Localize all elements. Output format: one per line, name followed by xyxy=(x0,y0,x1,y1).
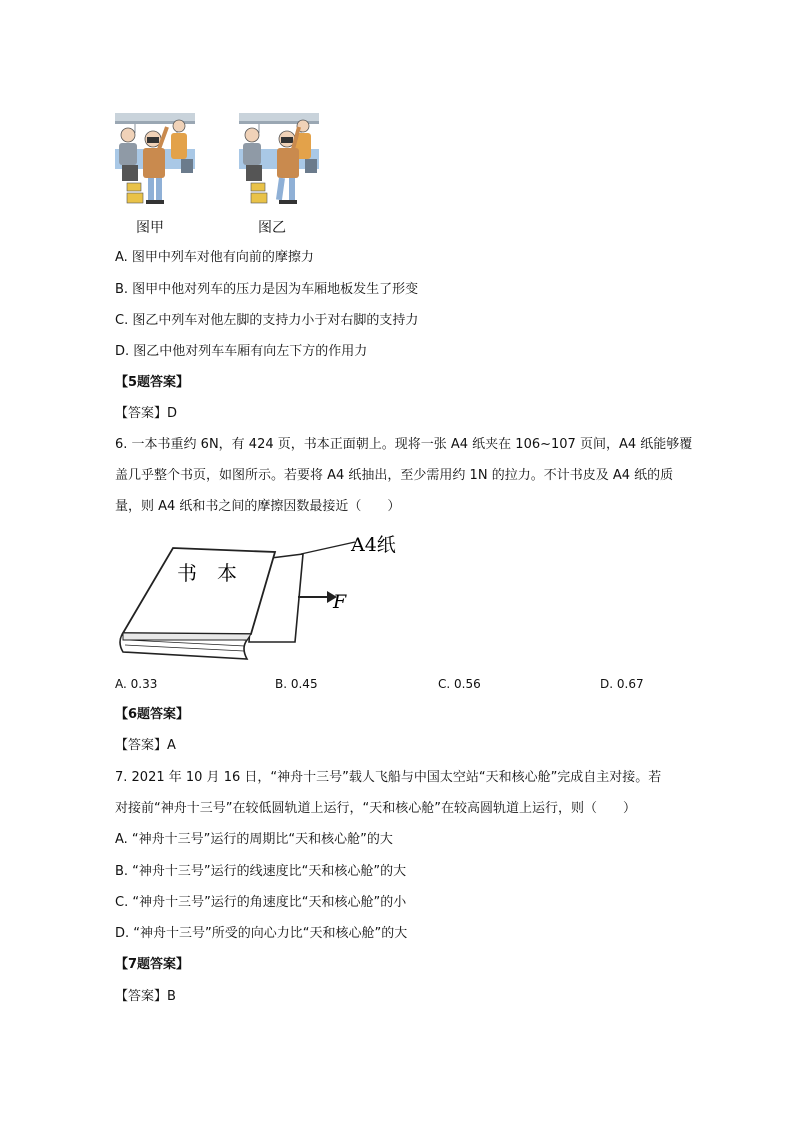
a4-paper-label: A4纸 xyxy=(351,534,396,556)
force-label: F xyxy=(333,591,347,613)
book-title-text: 书 本 xyxy=(177,561,237,585)
q6-stem-line-1: 6. 一本书重约 6N，有 424 页，书本正面朝上。现将一张 A4 纸夹在 106~107 页间，A4 纸能够覆 xyxy=(115,437,693,452)
q6-option-b: B. 0.45 xyxy=(275,677,318,691)
q6-stem-line-3: 量，则 A4 纸和书之间的摩擦因数最接近（ ） xyxy=(115,499,401,514)
train-figure-yi xyxy=(239,113,319,210)
q6-answer-header: 【6题答案】 xyxy=(115,707,190,722)
q5-answer: 【答案】D xyxy=(115,406,178,421)
q6-option-a: A. 0.33 xyxy=(115,677,158,691)
q7-stem-line-2: 对接前“神舟十三号”在较低圆轨道上运行，“天和核心舱”在较高圆轨道上运行，则（ ） xyxy=(115,801,636,816)
q7-option-b: B. “神舟十三号”运行的线速度比“天和核心舱”的大 xyxy=(115,864,407,879)
q5-answer-header: 【5题答案】 xyxy=(115,375,190,390)
q6-stem-line-2: 盖几乎整个书页，如图所示。若要将 A4 纸抽出，至少需用约 1N 的拉力。不计书皮及 A4 纸的质 xyxy=(115,468,674,483)
q7-answer: 【答案】B xyxy=(115,989,176,1004)
figure-caption-yi: 图乙 xyxy=(258,220,286,236)
q6-option-c: C. 0.56 xyxy=(438,677,481,691)
q7-stem-line-1: 7. 2021 年 10 月 16 日，“神舟十三号”载人飞船与中国太空站“天和核心舱”完成自主对接。若 xyxy=(115,770,662,785)
q5-option-b: B. 图甲中他对列车的压力是因为车厢地板发生了形变 xyxy=(115,282,419,297)
q5-option-c: C. 图乙中列车对他左脚的支持力小于对右脚的支持力 xyxy=(115,313,419,328)
q6-option-d: D. 0.67 xyxy=(600,677,644,691)
q7-option-d: D. “神舟十三号”所受的向心力比“天和核心舱”的大 xyxy=(115,926,408,941)
q7-option-c: C. “神舟十三号”运行的角速度比“天和核心舱”的小 xyxy=(115,895,407,910)
figure-caption-jia: 图甲 xyxy=(136,220,164,236)
q5-option-d: D. 图乙中他对列车车厢有向左下方的作用力 xyxy=(115,344,368,359)
q7-option-a: A. “神舟十三号”运行的周期比“天和核心舱”的大 xyxy=(115,832,393,847)
q6-answer: 【答案】A xyxy=(115,738,176,753)
book-figure xyxy=(115,530,415,666)
train-figure-jia xyxy=(115,113,195,210)
q5-option-a: A. 图甲中列车对他有向前的摩擦力 xyxy=(115,250,314,265)
q7-answer-header: 【7题答案】 xyxy=(115,957,190,972)
